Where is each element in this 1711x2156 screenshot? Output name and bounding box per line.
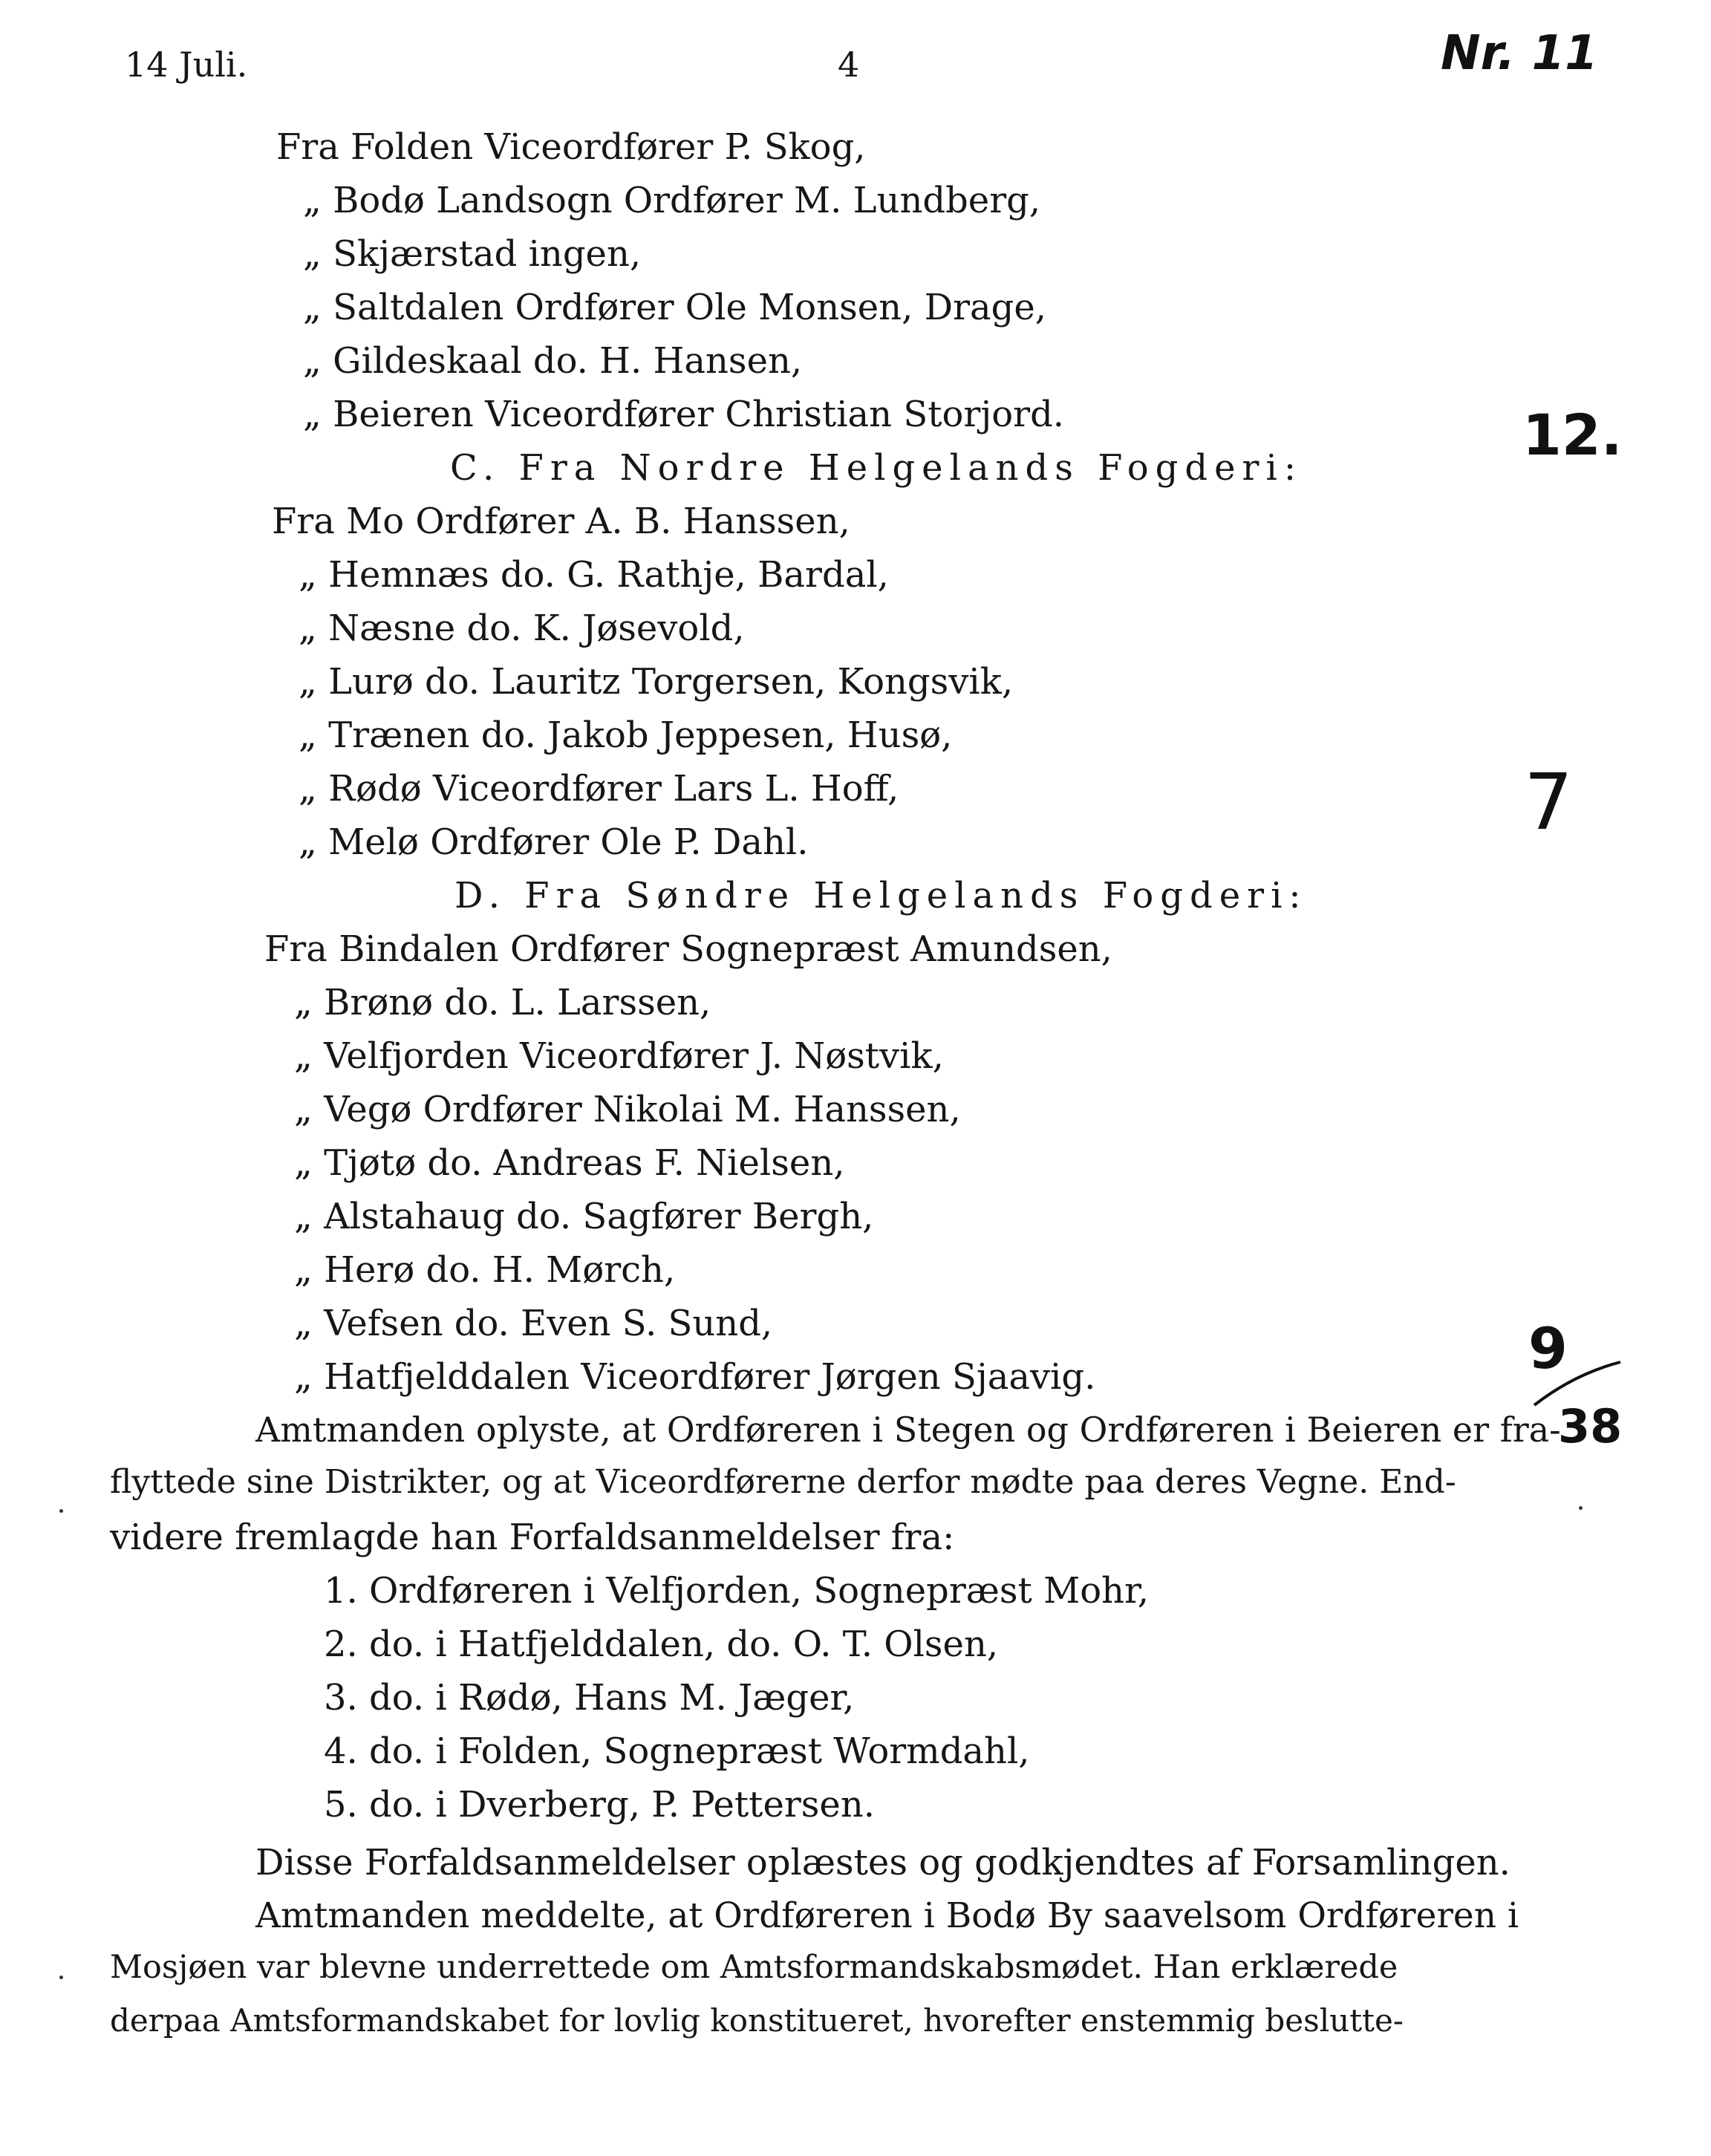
text-line: „ Bodø Landsogn Ordfører M. Lundberg, bbox=[303, 180, 1041, 221]
paragraph-line: Amtmanden meddelte, at Ordføreren i Bodø By saavelsom Ordføreren i bbox=[255, 1895, 1519, 1936]
text-line: „ Gildeskaal do. H. Hansen, bbox=[303, 340, 803, 382]
paragraph-line: Disse Forfaldsanmeldelser oplæstes og godkjendtes af Forsamlingen. bbox=[255, 1842, 1510, 1883]
text-line: „ Brønø do. L. Larssen, bbox=[294, 982, 711, 1023]
paragraph-line: Amtmanden oplyste, at Ordføreren i Stegen og Ordføreren i Beieren er fra- bbox=[255, 1410, 1561, 1450]
text-line: Fra Bindalen Ordfører Sognepræst Amundsen, bbox=[264, 928, 1112, 970]
page-speck bbox=[59, 1509, 63, 1513]
text-line: „ Saltdalen Ordfører Ole Monsen, Drage, bbox=[303, 287, 1047, 328]
text-line: „ Vefsen do. Even S. Sund, bbox=[294, 1303, 773, 1344]
text-line: „ Lurø do. Lauritz Torgersen, Kongsvik, bbox=[299, 661, 1014, 703]
text-line: „ Beieren Viceordfører Christian Storjord. bbox=[303, 394, 1065, 435]
page-speck bbox=[59, 1976, 63, 1979]
text-line: „ Melø Ordfører Ole P. Dahl. bbox=[299, 821, 809, 863]
paragraph-line: flyttede sine Distrikter, og at Viceordførerne derfor mødte paa deres Vegne. End- bbox=[110, 1463, 1456, 1501]
margin-note-9: 9 bbox=[1528, 1315, 1568, 1381]
text-line: „ Vegø Ordfører Nikolai M. Hanssen, bbox=[294, 1089, 961, 1130]
paragraph-line: Mosjøen var blevne underrettede om Amtsformandskabsmødet. Han erklærede bbox=[110, 1949, 1398, 1986]
paragraph-line: derpaa Amtsformandskabet for lovlig konstitueret, hvorefter enstemmig beslutte- bbox=[110, 2002, 1404, 2039]
text-line: „ Hemnæs do. G. Rathje, Bardal, bbox=[299, 554, 889, 596]
text-line: „ Næsne do. K. Jøsevold, bbox=[299, 608, 745, 649]
page-speck bbox=[1579, 1506, 1583, 1510]
page-number: 4 bbox=[838, 45, 860, 85]
text-line: „ Herø do. H. Mørch, bbox=[294, 1249, 676, 1291]
text-line: Fra Mo Ordfører A. B. Hanssen, bbox=[272, 501, 850, 542]
paragraph-line: videre fremlagde han Forfaldsanmeldelser fra: bbox=[110, 1517, 955, 1558]
text-line: „ Alstahaug do. Sagfører Bergh, bbox=[294, 1196, 874, 1237]
text-line: „ Velfjorden Viceordfører J. Nøstvik, bbox=[294, 1035, 944, 1077]
margin-note-38: 38 bbox=[1558, 1399, 1623, 1453]
text-line: „ Trænen do. Jakob Jeppesen, Husø, bbox=[299, 714, 953, 756]
list-item: 2. do. i Hatfjelddalen, do. O. T. Olsen, bbox=[324, 1623, 999, 1665]
list-item: 3. do. i Rødø, Hans M. Jæger, bbox=[324, 1677, 855, 1719]
list-item: 5. do. i Dverberg, P. Pettersen. bbox=[324, 1784, 876, 1826]
list-item: 1. Ordføreren i Velfjorden, Sognepræst Mohr, bbox=[324, 1570, 1149, 1612]
page-date: 14 Juli. bbox=[125, 45, 248, 85]
text-line: „ Tjøtø do. Andreas F. Nielsen, bbox=[294, 1142, 845, 1184]
text-line: „ Rødø Viceordfører Lars L. Hoff, bbox=[299, 768, 899, 810]
margin-note-12: 12. bbox=[1522, 402, 1623, 468]
margin-note-7: 7 bbox=[1524, 757, 1574, 847]
list-item: 4. do. i Folden, Sognepræst Wormdahl, bbox=[324, 1730, 1030, 1772]
text-line: „ Skjærstad ingen, bbox=[303, 233, 642, 275]
handwritten-ref: Nr. 11 bbox=[1441, 26, 1598, 81]
section-heading: D. Fra Søndre Helgelands Fogderi: bbox=[454, 875, 1308, 916]
section-heading: C. Fra Nordre Helgelands Fogderi: bbox=[450, 447, 1303, 489]
text-line: Fra Folden Viceordfører P. Skog, bbox=[276, 126, 866, 168]
text-line: „ Hatfjelddalen Viceordfører Jørgen Sjaavig. bbox=[294, 1356, 1096, 1398]
